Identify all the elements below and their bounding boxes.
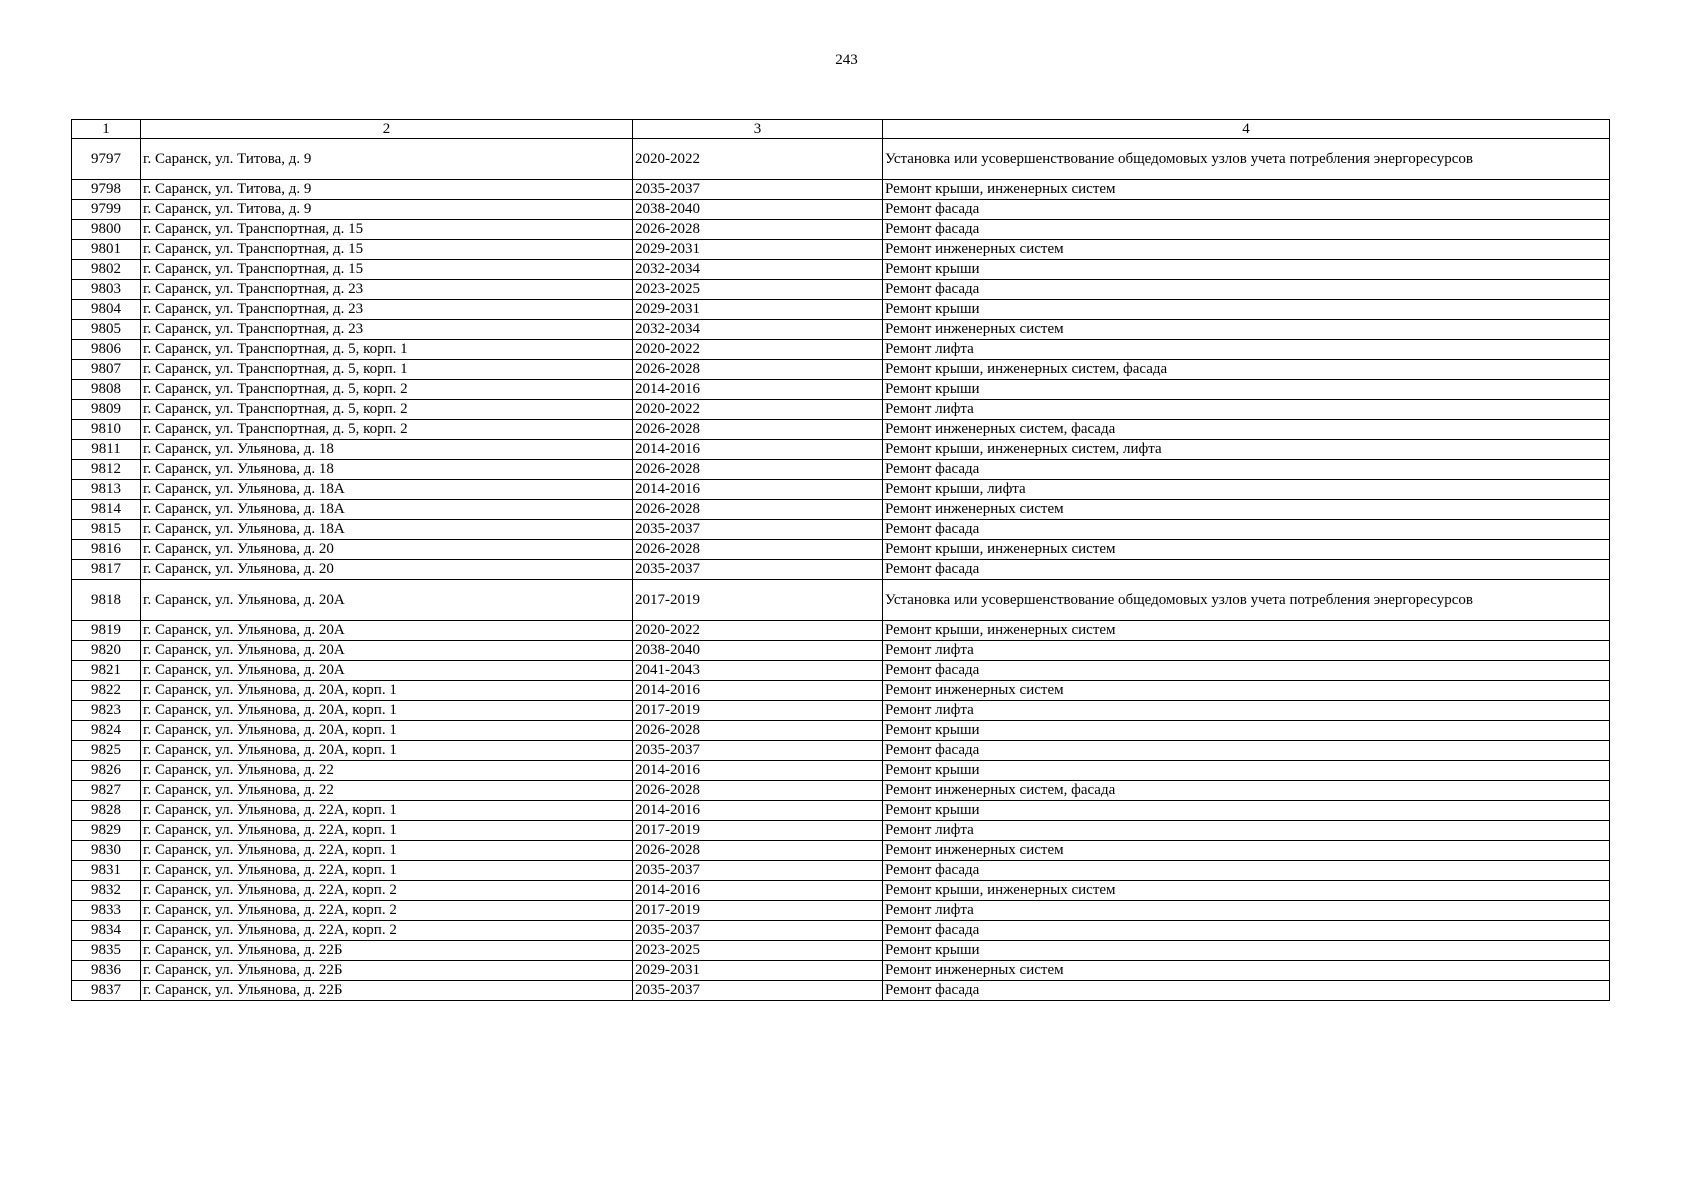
row-number-cell: 9820 bbox=[72, 641, 141, 661]
work-type-cell: Ремонт фасада bbox=[883, 200, 1610, 220]
work-type-cell: Ремонт фасада bbox=[883, 220, 1610, 240]
work-type-cell: Ремонт фасада bbox=[883, 280, 1610, 300]
row-number-cell: 9832 bbox=[72, 881, 141, 901]
row-number-cell: 9804 bbox=[72, 300, 141, 320]
period-cell: 2026-2028 bbox=[633, 841, 883, 861]
address-cell: г. Саранск, ул. Транспортная, д. 5, корп. 2 bbox=[141, 400, 633, 420]
period-cell: 2026-2028 bbox=[633, 500, 883, 520]
table-row bbox=[72, 200, 1610, 220]
work-type-cell: Ремонт крыши, инженерных систем bbox=[883, 180, 1610, 200]
period-cell: 2020-2022 bbox=[633, 621, 883, 641]
address-cell: г. Саранск, ул. Ульянова, д. 22А, корп. 1 bbox=[141, 821, 633, 841]
table-row bbox=[72, 681, 1610, 701]
page-number: 243 bbox=[835, 52, 858, 68]
work-type-cell: Ремонт крыши bbox=[883, 721, 1610, 741]
address-cell: г. Саранск, ул. Ульянова, д. 22А, корп. 2 bbox=[141, 881, 633, 901]
row-number-cell: 9834 bbox=[72, 921, 141, 941]
work-type-cell: Ремонт крыши bbox=[883, 941, 1610, 961]
work-type-cell: Ремонт инженерных систем, фасада bbox=[883, 781, 1610, 801]
work-type-cell: Ремонт крыши bbox=[883, 380, 1610, 400]
row-number-cell: 9835 bbox=[72, 941, 141, 961]
row-number-cell: 9826 bbox=[72, 761, 141, 781]
table-row bbox=[72, 139, 1610, 180]
work-type-cell: Ремонт инженерных систем bbox=[883, 320, 1610, 340]
work-type-cell: Ремонт крыши, инженерных систем bbox=[883, 621, 1610, 641]
table-body bbox=[72, 120, 1610, 1001]
column-header-2: 2 bbox=[141, 120, 633, 139]
table-row bbox=[72, 480, 1610, 500]
period-cell: 2035-2037 bbox=[633, 520, 883, 540]
row-number-cell: 9803 bbox=[72, 280, 141, 300]
work-type-cell: Ремонт инженерных систем, фасада bbox=[883, 420, 1610, 440]
table-row bbox=[72, 641, 1610, 661]
address-cell: г. Саранск, ул. Транспортная, д. 15 bbox=[141, 220, 633, 240]
table-row bbox=[72, 540, 1610, 560]
period-cell: 2017-2019 bbox=[633, 901, 883, 921]
repair-schedule-table bbox=[71, 119, 1610, 1001]
work-type-cell: Ремонт крыши bbox=[883, 801, 1610, 821]
row-number-cell: 9828 bbox=[72, 801, 141, 821]
period-cell: 2032-2034 bbox=[633, 320, 883, 340]
table-row bbox=[72, 380, 1610, 400]
work-type-cell: Ремонт инженерных систем bbox=[883, 240, 1610, 260]
address-cell: г. Саранск, ул. Ульянова, д. 20А, корп. 1 bbox=[141, 721, 633, 741]
address-cell: г. Саранск, ул. Ульянова, д. 20 bbox=[141, 560, 633, 580]
address-cell: г. Саранск, ул. Титова, д. 9 bbox=[141, 200, 633, 220]
period-cell: 2020-2022 bbox=[633, 400, 883, 420]
work-type-cell: Ремонт крыши bbox=[883, 761, 1610, 781]
work-type-cell: Ремонт лифта bbox=[883, 901, 1610, 921]
table-row bbox=[72, 701, 1610, 721]
address-cell: г. Саранск, ул. Ульянова, д. 22 bbox=[141, 781, 633, 801]
table-row bbox=[72, 741, 1610, 761]
work-type-cell: Ремонт инженерных систем bbox=[883, 681, 1610, 701]
period-cell: 2026-2028 bbox=[633, 220, 883, 240]
table-row bbox=[72, 220, 1610, 240]
table-row bbox=[72, 280, 1610, 300]
row-number-cell: 9812 bbox=[72, 460, 141, 480]
work-type-cell: Ремонт фасада bbox=[883, 741, 1610, 761]
address-cell: г. Саранск, ул. Ульянова, д. 20А bbox=[141, 621, 633, 641]
address-cell: г. Саранск, ул. Ульянова, д. 20А, корп. 1 bbox=[141, 681, 633, 701]
period-cell: 2017-2019 bbox=[633, 580, 883, 621]
period-cell: 2014-2016 bbox=[633, 801, 883, 821]
period-cell: 2020-2022 bbox=[633, 139, 883, 180]
work-type-cell: Ремонт крыши, инженерных систем, фасада bbox=[883, 360, 1610, 380]
table-row bbox=[72, 420, 1610, 440]
row-number-cell: 9802 bbox=[72, 260, 141, 280]
address-cell: г. Саранск, ул. Ульянова, д. 18А bbox=[141, 520, 633, 540]
period-cell: 2014-2016 bbox=[633, 480, 883, 500]
period-cell: 2035-2037 bbox=[633, 921, 883, 941]
row-number-cell: 9811 bbox=[72, 440, 141, 460]
period-cell: 2014-2016 bbox=[633, 380, 883, 400]
row-number-cell: 9810 bbox=[72, 420, 141, 440]
table-row bbox=[72, 621, 1610, 641]
address-cell: г. Саранск, ул. Ульянова, д. 22А, корп. 1 bbox=[141, 801, 633, 821]
table-row bbox=[72, 961, 1610, 981]
row-number-cell: 9836 bbox=[72, 961, 141, 981]
table-row bbox=[72, 941, 1610, 961]
table-row bbox=[72, 881, 1610, 901]
table-row bbox=[72, 500, 1610, 520]
row-number-cell: 9806 bbox=[72, 340, 141, 360]
work-type-cell: Ремонт крыши, инженерных систем bbox=[883, 881, 1610, 901]
work-type-cell: Ремонт крыши, лифта bbox=[883, 480, 1610, 500]
work-type-cell: Ремонт фасада bbox=[883, 921, 1610, 941]
row-number-cell: 9817 bbox=[72, 560, 141, 580]
work-type-cell: Ремонт лифта bbox=[883, 641, 1610, 661]
period-cell: 2023-2025 bbox=[633, 941, 883, 961]
address-cell: г. Саранск, ул. Ульянова, д. 22А, корп. 2 bbox=[141, 921, 633, 941]
table-header-row bbox=[72, 120, 1610, 139]
work-type-cell: Ремонт инженерных систем bbox=[883, 841, 1610, 861]
period-cell: 2026-2028 bbox=[633, 460, 883, 480]
work-type-cell: Ремонт инженерных систем bbox=[883, 961, 1610, 981]
period-cell: 2038-2040 bbox=[633, 200, 883, 220]
table-row bbox=[72, 360, 1610, 380]
address-cell: г. Саранск, ул. Ульянова, д. 20А, корп. 1 bbox=[141, 701, 633, 721]
work-type-cell: Ремонт фасада bbox=[883, 520, 1610, 540]
address-cell: г. Саранск, ул. Транспортная, д. 23 bbox=[141, 280, 633, 300]
row-number-cell: 9837 bbox=[72, 981, 141, 1001]
work-type-cell: Ремонт крыши, инженерных систем bbox=[883, 540, 1610, 560]
address-cell: г. Саранск, ул. Ульянова, д. 20 bbox=[141, 540, 633, 560]
address-cell: г. Саранск, ул. Транспортная, д. 5, корп. 2 bbox=[141, 420, 633, 440]
table-row bbox=[72, 841, 1610, 861]
period-cell: 2014-2016 bbox=[633, 881, 883, 901]
period-cell: 2029-2031 bbox=[633, 300, 883, 320]
row-number-cell: 9797 bbox=[72, 139, 141, 180]
row-number-cell: 9829 bbox=[72, 821, 141, 841]
work-type-cell: Ремонт лифта bbox=[883, 400, 1610, 420]
address-cell: г. Саранск, ул. Ульянова, д. 22 bbox=[141, 761, 633, 781]
table-row bbox=[72, 440, 1610, 460]
work-type-cell: Ремонт фасада bbox=[883, 981, 1610, 1001]
row-number-cell: 9800 bbox=[72, 220, 141, 240]
table-row bbox=[72, 921, 1610, 941]
table-row bbox=[72, 460, 1610, 480]
address-cell: г. Саранск, ул. Ульянова, д. 18А bbox=[141, 500, 633, 520]
table-row bbox=[72, 721, 1610, 741]
period-cell: 2023-2025 bbox=[633, 280, 883, 300]
row-number-cell: 9818 bbox=[72, 580, 141, 621]
row-number-cell: 9805 bbox=[72, 320, 141, 340]
period-cell: 2035-2037 bbox=[633, 741, 883, 761]
period-cell: 2017-2019 bbox=[633, 701, 883, 721]
work-type-cell: Ремонт фасада bbox=[883, 661, 1610, 681]
period-cell: 2029-2031 bbox=[633, 961, 883, 981]
period-cell: 2026-2028 bbox=[633, 781, 883, 801]
address-cell: г. Саранск, ул. Ульянова, д. 22Б bbox=[141, 961, 633, 981]
address-cell: г. Саранск, ул. Титова, д. 9 bbox=[141, 139, 633, 180]
period-cell: 2026-2028 bbox=[633, 721, 883, 741]
row-number-cell: 9822 bbox=[72, 681, 141, 701]
address-cell: г. Саранск, ул. Ульянова, д. 18 bbox=[141, 460, 633, 480]
table-row bbox=[72, 761, 1610, 781]
table-row bbox=[72, 981, 1610, 1001]
row-number-cell: 9798 bbox=[72, 180, 141, 200]
row-number-cell: 9808 bbox=[72, 380, 141, 400]
address-cell: г. Саранск, ул. Ульянова, д. 22А, корп. 1 bbox=[141, 841, 633, 861]
row-number-cell: 9816 bbox=[72, 540, 141, 560]
period-cell: 2035-2037 bbox=[633, 560, 883, 580]
period-cell: 2032-2034 bbox=[633, 260, 883, 280]
address-cell: г. Саранск, ул. Ульянова, д. 22А, корп. 2 bbox=[141, 901, 633, 921]
table-row bbox=[72, 801, 1610, 821]
column-header-1: 1 bbox=[72, 120, 141, 139]
table-row bbox=[72, 821, 1610, 841]
work-type-cell: Ремонт лифта bbox=[883, 701, 1610, 721]
address-cell: г. Саранск, ул. Ульянова, д. 22Б bbox=[141, 941, 633, 961]
period-cell: 2035-2037 bbox=[633, 180, 883, 200]
table-row bbox=[72, 300, 1610, 320]
address-cell: г. Саранск, ул. Ульянова, д. 20А, корп. 1 bbox=[141, 741, 633, 761]
table-row bbox=[72, 560, 1610, 580]
work-type-cell: Ремонт лифта bbox=[883, 821, 1610, 841]
address-cell: г. Саранск, ул. Транспортная, д. 5, корп. 1 bbox=[141, 360, 633, 380]
period-cell: 2026-2028 bbox=[633, 540, 883, 560]
column-header-4: 4 bbox=[883, 120, 1610, 139]
work-type-cell: Установка или усовершенствование общедомовых узлов учета потребления энергоресурсов bbox=[883, 580, 1610, 621]
row-number-cell: 9819 bbox=[72, 621, 141, 641]
row-number-cell: 9801 bbox=[72, 240, 141, 260]
table-row bbox=[72, 180, 1610, 200]
address-cell: г. Саранск, ул. Транспортная, д. 15 bbox=[141, 260, 633, 280]
row-number-cell: 9799 bbox=[72, 200, 141, 220]
period-cell: 2035-2037 bbox=[633, 861, 883, 881]
row-number-cell: 9831 bbox=[72, 861, 141, 881]
table-row bbox=[72, 781, 1610, 801]
row-number-cell: 9814 bbox=[72, 500, 141, 520]
column-header-3: 3 bbox=[633, 120, 883, 139]
table-row bbox=[72, 260, 1610, 280]
period-cell: 2014-2016 bbox=[633, 681, 883, 701]
address-cell: г. Саранск, ул. Ульянова, д. 18А bbox=[141, 480, 633, 500]
row-number-cell: 9823 bbox=[72, 701, 141, 721]
row-number-cell: 9807 bbox=[72, 360, 141, 380]
table-row bbox=[72, 340, 1610, 360]
period-cell: 2020-2022 bbox=[633, 340, 883, 360]
work-type-cell: Ремонт фасада bbox=[883, 861, 1610, 881]
address-cell: г. Саранск, ул. Транспортная, д. 23 bbox=[141, 300, 633, 320]
work-type-cell: Ремонт инженерных систем bbox=[883, 500, 1610, 520]
work-type-cell: Ремонт фасада bbox=[883, 560, 1610, 580]
period-cell: 2026-2028 bbox=[633, 420, 883, 440]
address-cell: г. Саранск, ул. Транспортная, д. 5, корп. 1 bbox=[141, 340, 633, 360]
work-type-cell: Ремонт крыши bbox=[883, 300, 1610, 320]
period-cell: 2026-2028 bbox=[633, 360, 883, 380]
row-number-cell: 9833 bbox=[72, 901, 141, 921]
row-number-cell: 9809 bbox=[72, 400, 141, 420]
period-cell: 2041-2043 bbox=[633, 661, 883, 681]
table-row bbox=[72, 400, 1610, 420]
address-cell: г. Саранск, ул. Ульянова, д. 22Б bbox=[141, 981, 633, 1001]
address-cell: г. Саранск, ул. Транспортная, д. 5, корп. 2 bbox=[141, 380, 633, 400]
work-type-cell: Ремонт крыши, инженерных систем, лифта bbox=[883, 440, 1610, 460]
row-number-cell: 9824 bbox=[72, 721, 141, 741]
table-row bbox=[72, 240, 1610, 260]
work-type-cell: Ремонт фасада bbox=[883, 460, 1610, 480]
work-type-cell: Ремонт крыши bbox=[883, 260, 1610, 280]
address-cell: г. Саранск, ул. Ульянова, д. 20А bbox=[141, 580, 633, 621]
row-number-cell: 9813 bbox=[72, 480, 141, 500]
address-cell: г. Саранск, ул. Ульянова, д. 20А bbox=[141, 661, 633, 681]
table-row bbox=[72, 661, 1610, 681]
address-cell: г. Саранск, ул. Ульянова, д. 18 bbox=[141, 440, 633, 460]
period-cell: 2038-2040 bbox=[633, 641, 883, 661]
table-row bbox=[72, 901, 1610, 921]
row-number-cell: 9815 bbox=[72, 520, 141, 540]
row-number-cell: 9825 bbox=[72, 741, 141, 761]
address-cell: г. Саранск, ул. Ульянова, д. 20А bbox=[141, 641, 633, 661]
table-row bbox=[72, 520, 1610, 540]
period-cell: 2014-2016 bbox=[633, 440, 883, 460]
table-row bbox=[72, 320, 1610, 340]
row-number-cell: 9821 bbox=[72, 661, 141, 681]
table-row bbox=[72, 861, 1610, 881]
period-cell: 2014-2016 bbox=[633, 761, 883, 781]
table-row bbox=[72, 580, 1610, 621]
period-cell: 2035-2037 bbox=[633, 981, 883, 1001]
address-cell: г. Саранск, ул. Ульянова, д. 22А, корп. 1 bbox=[141, 861, 633, 881]
work-type-cell: Установка или усовершенствование общедомовых узлов учета потребления энергоресурсов bbox=[883, 139, 1610, 180]
address-cell: г. Саранск, ул. Титова, д. 9 bbox=[141, 180, 633, 200]
work-type-cell: Ремонт лифта bbox=[883, 340, 1610, 360]
address-cell: г. Саранск, ул. Транспортная, д. 23 bbox=[141, 320, 633, 340]
period-cell: 2017-2019 bbox=[633, 821, 883, 841]
row-number-cell: 9827 bbox=[72, 781, 141, 801]
period-cell: 2029-2031 bbox=[633, 240, 883, 260]
address-cell: г. Саранск, ул. Транспортная, д. 15 bbox=[141, 240, 633, 260]
row-number-cell: 9830 bbox=[72, 841, 141, 861]
